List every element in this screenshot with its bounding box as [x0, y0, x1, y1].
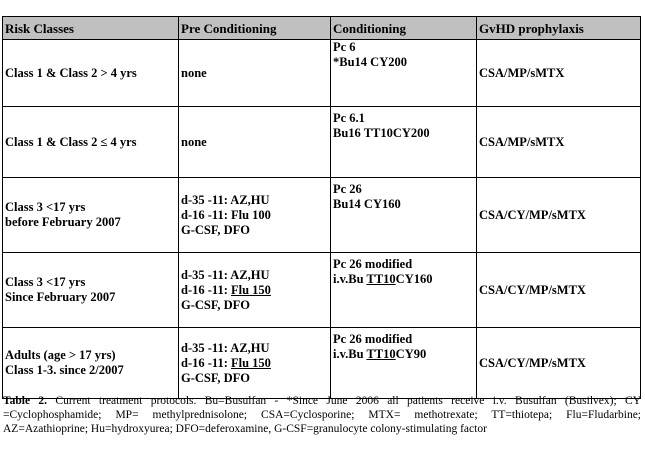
- cell-risk-class: Class 1 & Class 2 > 4 yrs: [3, 40, 179, 107]
- cell-gvhd-prophylaxis: CSA/CY/MP/sMTX: [477, 328, 641, 399]
- cell-pre-conditioning: none: [179, 40, 331, 107]
- cell-gvhd-prophylaxis: CSA/CY/MP/sMTX: [477, 253, 641, 328]
- table-row: [3, 178, 641, 253]
- table-row: [3, 253, 641, 328]
- cell-risk-class: Class 3 <17 yrs before February 2007: [3, 178, 179, 253]
- cell-conditioning: Pc 26 modified i.v.Bu TT10CY160: [331, 253, 477, 328]
- table-row: [3, 328, 641, 399]
- caption-text: Current treatment protocols. Bu=Busulfan - *Since June 2006 all patients receive i.v. Busulfan (Busilvex); CY =Cyclophosphamide; MP= methylprednisolone; CSA=Cyclosporine; MTX= methotrexate; TT=thiotepa; Flu=Fludarbine; AZ=Azathioprine; Hu=hydroxyurea; DFO=deferoxamine, G-CSF=granulocyte colony-stimulating factor: [3, 395, 642, 435]
- cell-pre-conditioning: d-35 -11: AZ,HU d-16 -11: Flu 100 G-CSF, DFO: [179, 178, 331, 253]
- cell-conditioning: Pc 6.1 Bu16 TT10CY200: [331, 107, 477, 178]
- cell-gvhd-prophylaxis: CSA/MP/sMTX: [477, 107, 641, 178]
- treatment-protocols-table: [2, 16, 641, 399]
- cell-gvhd-prophylaxis: CSA/MP/sMTX: [477, 40, 641, 107]
- cell-risk-class: Class 3 <17 yrs Since February 2007: [3, 253, 179, 328]
- caption-label: Table 2.: [3, 395, 48, 407]
- cell-risk-class: Adults (age > 17 yrs) Class 1-3. since 2/2007: [3, 328, 179, 399]
- header-conditioning: Conditioning: [331, 17, 477, 40]
- header-risk-classes: Risk Classes: [3, 17, 179, 40]
- header-gvhd-prophylaxis: GvHD prophylaxis: [477, 17, 641, 40]
- table-row: [3, 40, 641, 107]
- cell-pre-conditioning: none: [179, 107, 331, 178]
- table-header-row: [3, 17, 641, 40]
- cell-pre-conditioning: d-35 -11: AZ,HU d-16 -11: Flu 150 G-CSF, DFO: [179, 253, 331, 328]
- cell-risk-class: Class 1 & Class 2 ≤ 4 yrs: [3, 107, 179, 178]
- header-pre-conditioning: Pre Conditioning: [179, 17, 331, 40]
- cell-conditioning: Pc 26 Bu14 CY160: [331, 178, 477, 253]
- cell-conditioning: Pc 26 modified i.v.Bu TT10CY90: [331, 328, 477, 399]
- cell-conditioning: Pc 6 *Bu14 CY200: [331, 40, 477, 107]
- cell-pre-conditioning: d-35 -11: AZ,HU d-16 -11: Flu 150 G-CSF, DFO: [179, 328, 331, 399]
- table-caption: [3, 394, 641, 436]
- cell-gvhd-prophylaxis: CSA/CY/MP/sMTX: [477, 178, 641, 253]
- table-row: [3, 107, 641, 178]
